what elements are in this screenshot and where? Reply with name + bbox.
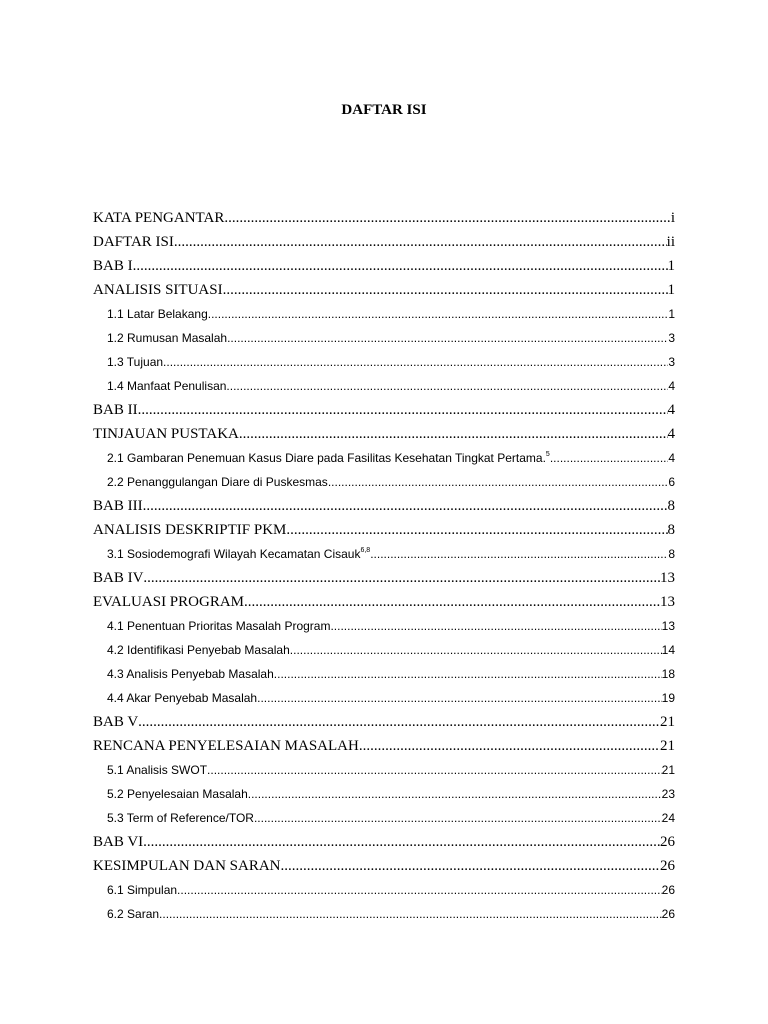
toc-entry-chapter[interactable] [93,518,675,542]
toc-page-number: ii [666,234,675,250]
toc-entry-title: 1.4 Manfaat Penulisan [107,379,227,393]
toc-entry-section[interactable] [107,806,675,830]
toc-entry-chapter[interactable] [93,422,675,446]
toc-entry-title: 4.2 Identifikasi Penyebab Masalah [107,643,290,657]
toc-entry-title: BAB I [93,258,133,274]
dot-leader [223,278,668,302]
toc-entry-label [107,326,227,350]
dot-leader [163,350,668,374]
toc-entry-chapter[interactable] [93,494,675,518]
toc-page-number: 3 [668,331,675,345]
toc-entry-section[interactable] [107,542,675,566]
toc-entry-title: ANALISIS DESKRIPTIF PKM [93,522,287,538]
toc-entry-label [107,878,177,902]
toc-entry-title: 4.3 Analisis Penyebab Masalah [107,667,274,681]
toc-entry-label [93,254,133,278]
dot-leader [159,902,662,926]
toc-entry-title: KATA PENGANTAR [93,210,225,226]
toc-entry-label [107,686,257,710]
dot-leader [328,470,669,494]
dot-leader [208,302,669,326]
toc-entry-chapter[interactable] [93,710,675,734]
toc-entry-title: EVALUASI PROGRAM [93,594,244,610]
toc-entry-label [107,302,208,326]
toc-page-number: 1 [667,258,675,274]
toc-page-number: 4 [667,426,675,442]
toc-entry-title: 1.2 Rumusan Masalah [107,331,228,345]
dot-leader [281,854,660,878]
toc-page-number: 4 [668,451,675,465]
toc-entry-chapter[interactable] [93,830,675,854]
dot-leader [138,398,668,422]
toc-page-number: i [670,210,675,226]
table-of-contents [0,206,768,926]
toc-page-number: 26 [661,883,675,897]
toc-entry-title: 2.2 Penanggulangan Diare di Puskesmas [107,475,328,489]
toc-entry-section[interactable] [107,662,675,686]
toc-page-number: 4 [667,402,675,418]
toc-entry-title: BAB II [93,402,138,418]
dot-leader [138,710,660,734]
toc-entry-label [93,590,244,614]
toc-page-number: 23 [661,787,675,801]
toc-entry-title: 4.4 Akar Penyebab Masalah [107,691,258,705]
toc-page-number: 26 [660,834,675,850]
toc-entry-title: BAB V [93,714,139,730]
toc-entry-chapter[interactable] [93,278,675,302]
toc-entry-label [93,494,143,518]
toc-page-number: 26 [660,858,675,874]
citation-superscript: 6,8 [360,547,371,554]
toc-entry-label [107,806,254,830]
dot-leader [244,590,660,614]
toc-page-number: 21 [660,714,675,730]
toc-entry-section[interactable] [107,470,675,494]
toc-entry-chapter[interactable] [93,398,675,422]
toc-page-number: 26 [661,907,675,921]
toc-entry-section[interactable] [107,758,675,782]
toc-entry-label [107,614,330,638]
toc-entry-title: TINJAUAN PUSTAKA [93,426,239,442]
toc-entry-title: 3.1 Sosiodemografi Wilayah Kecamatan Cisauk [107,547,361,561]
dot-leader [550,446,668,470]
dot-leader [359,734,660,758]
toc-entry-label [93,710,138,734]
toc-page-number: 8 [667,498,675,514]
toc-page-number: 6 [668,475,675,489]
dot-leader [248,782,662,806]
dot-leader [133,254,668,278]
toc-entry-title: 4.1 Penentuan Prioritas Masalah Program [107,619,331,633]
toc-entry-title: DAFTAR ISI [93,234,174,250]
toc-page-number: 13 [660,594,675,610]
dot-leader [286,518,667,542]
toc-entry-section[interactable] [107,446,675,470]
toc-entry-chapter[interactable] [93,566,675,590]
toc-page-number: 4 [668,379,675,393]
toc-page-number: 1 [668,307,675,321]
toc-entry-label [93,566,143,590]
toc-page-number: 3 [668,355,675,369]
toc-entry-label [107,350,163,374]
toc-entry-label [107,542,370,566]
dot-leader [224,206,670,230]
toc-entry-label [107,374,226,398]
dot-leader [290,638,662,662]
toc-entry-section[interactable] [107,638,675,662]
toc-entry-title: BAB III [93,498,143,514]
toc-page-number: 8 [668,547,675,561]
toc-entry-label [93,398,138,422]
toc-entry-chapter[interactable] [93,854,675,878]
toc-entry-title: 6.2 Saran [107,907,160,921]
toc-entry-label [107,902,159,926]
dot-leader [177,878,662,902]
toc-entry-title: BAB VI [93,834,144,850]
dot-leader [143,494,668,518]
toc-entry-chapter[interactable] [93,230,675,254]
page-title: DAFTAR ISI [341,102,427,118]
toc-entry-label [93,422,239,446]
toc-entry-chapter[interactable] [93,254,675,278]
toc-page-number: 21 [660,738,675,754]
toc-entry-section[interactable] [107,350,675,374]
toc-entry-label [107,758,207,782]
toc-page-number: 18 [661,667,675,681]
dot-leader [143,830,660,854]
toc-entry-title: 5.1 Analisis SWOT [107,763,208,777]
toc-entry-chapter[interactable] [93,206,675,230]
dot-leader [226,374,668,398]
toc-entry-label [93,830,143,854]
toc-entry-title: 5.2 Penyelesaian Masalah [107,787,248,801]
toc-entry-label [93,278,223,302]
toc-entry-section[interactable] [107,878,675,902]
toc-entry-section[interactable] [107,782,675,806]
toc-entry-title: 6.1 Simpulan [107,883,178,897]
dot-leader [370,542,668,566]
toc-page-number: 14 [661,643,675,657]
toc-entry-label [93,230,174,254]
toc-entry-title: 1.3 Tujuan [107,355,164,369]
dot-leader [174,230,667,254]
toc-entry-section[interactable] [107,614,675,638]
toc-page-number: 24 [661,811,675,825]
toc-entry-label [93,518,286,542]
dot-leader [207,758,662,782]
dot-leader [330,614,661,638]
toc-entry-chapter[interactable] [93,590,675,614]
toc-entry-section[interactable] [107,902,675,926]
toc-entry-title: 2.1 Gambaran Penemuan Kasus Diare pada Fasilitas Kesehatan Tingkat Pertama. [107,451,546,465]
toc-entry-label [107,470,328,494]
toc-entry-label [93,734,359,758]
toc-entry-section[interactable] [107,686,675,710]
dot-leader [143,566,660,590]
toc-page-number: 21 [661,763,675,777]
toc-entry-label [107,782,248,806]
toc-entry-label [93,206,224,230]
toc-page-number: 19 [661,691,675,705]
toc-entry-label [93,854,281,878]
toc-entry-title: 1.1 Latar Belakang [107,307,208,321]
toc-page-number: 13 [660,570,675,586]
toc-entry-section[interactable] [107,326,675,350]
toc-entry-title: 5.3 Term of Reference/TOR [107,811,254,825]
toc-entry-title: BAB IV [93,570,144,586]
dot-leader [274,662,662,686]
toc-entry-section[interactable] [107,302,675,326]
toc-entry-title: KESIMPULAN DAN SARAN [93,858,281,874]
toc-entry-chapter[interactable] [93,734,675,758]
toc-page-number: 13 [661,619,675,633]
dot-leader [254,806,662,830]
toc-entry-label [107,638,290,662]
toc-page-number: 1 [667,282,675,298]
dot-leader [239,422,668,446]
toc-entry-label [107,662,274,686]
dot-leader [227,326,668,350]
toc-entry-label [107,446,550,470]
citation-superscript: 5 [545,451,550,458]
toc-page-number: 8 [667,522,675,538]
toc-entry-section[interactable] [107,374,675,398]
toc-entry-title: ANALISIS SITUASI [93,282,223,298]
toc-entry-title: RENCANA PENYELESAIAN MASALAH [93,738,359,754]
dot-leader [257,686,662,710]
